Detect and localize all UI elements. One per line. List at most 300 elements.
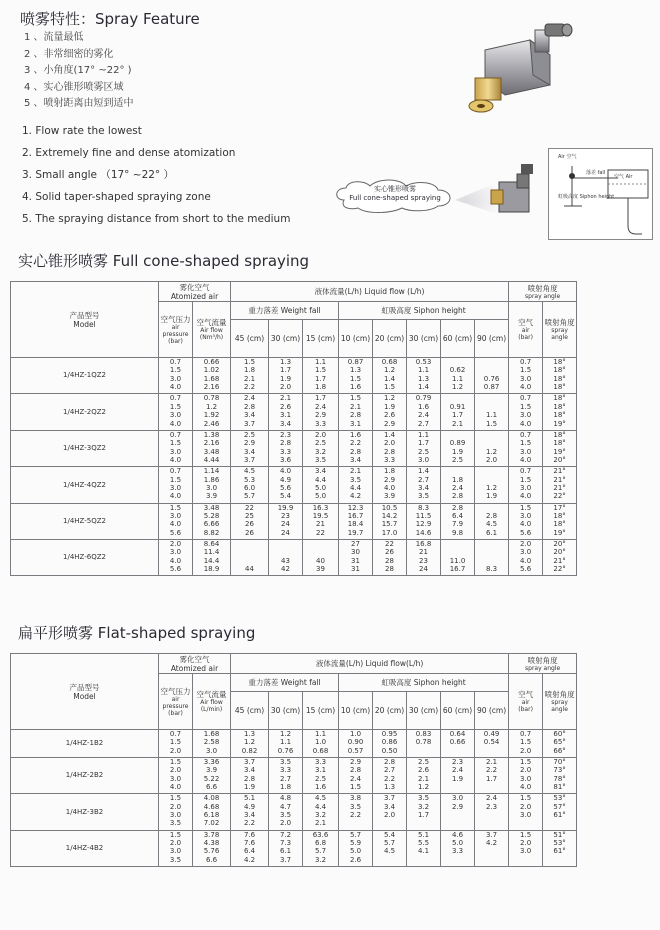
- value: 0.62: [449, 366, 466, 375]
- value: 1.14: [203, 467, 220, 476]
- value: 4.38: [203, 838, 220, 847]
- value: 1.5: [349, 374, 362, 383]
- value: 7.9: [451, 520, 464, 529]
- value: [475, 439, 508, 447]
- value: 31: [351, 556, 360, 565]
- value: 28: [385, 565, 394, 574]
- value: 20°: [553, 455, 566, 464]
- value: 1.5: [169, 475, 182, 484]
- model-cell: 1/4HZ-4QZ2: [11, 467, 159, 503]
- value: 23: [281, 511, 290, 520]
- flat-angle-en: spray angle: [551, 699, 568, 713]
- s90-cell: [475, 794, 509, 830]
- value: 2.9: [349, 757, 362, 766]
- value: 0.7: [520, 730, 532, 738]
- c30-cell: [269, 430, 303, 466]
- value: 0.91: [449, 402, 466, 411]
- value: 4.5: [314, 794, 327, 803]
- s90-cell: [475, 730, 509, 758]
- value: 5.0: [349, 847, 362, 856]
- s10-cell: [339, 757, 373, 793]
- value: [475, 394, 508, 402]
- value: 1.0: [349, 730, 362, 738]
- value: 8.82: [203, 528, 220, 537]
- value: 3.7: [279, 855, 292, 864]
- s30-cell: [407, 794, 441, 830]
- s60-cell: [441, 830, 475, 866]
- value: 1.2: [417, 782, 430, 791]
- value: 1.5: [169, 757, 182, 766]
- value: 3.0: [520, 511, 532, 520]
- value: 5.7: [314, 847, 327, 856]
- value: 0.49: [483, 730, 500, 738]
- value: 4.5: [383, 847, 396, 856]
- value: 1.7: [279, 366, 292, 375]
- value: 4.0: [520, 492, 532, 501]
- value: 1.9: [485, 492, 498, 501]
- value: 1.2: [485, 447, 498, 456]
- c30-cell: [269, 730, 303, 758]
- value: 70°: [553, 757, 566, 766]
- value: 2.5: [417, 757, 430, 766]
- value: 2.0: [520, 838, 532, 847]
- value: 4.0: [169, 556, 182, 565]
- value: [441, 548, 474, 556]
- value: 53°: [553, 794, 566, 803]
- value: 0.7: [520, 358, 532, 366]
- flat-col-s60-header: 60 (cm): [441, 692, 475, 730]
- c45-cell: [231, 539, 269, 575]
- angle-cell: [543, 757, 577, 793]
- value: [441, 431, 474, 439]
- model-cell: 1/4HZ-4B2: [11, 830, 159, 866]
- value: 3.6: [279, 455, 292, 464]
- value: 2.0: [169, 838, 182, 847]
- air-cell: [509, 730, 543, 758]
- value: 2.0: [520, 539, 532, 548]
- flat-spray-angle-cn: 喷射角度: [527, 655, 558, 665]
- diagram-fall-label: 落差 fall: [586, 170, 606, 176]
- value: 2.46: [203, 419, 220, 428]
- table-row: [11, 503, 577, 539]
- flat-weight-fall-header: 重力落差 Weight fall: [231, 674, 339, 692]
- angle-cn: 喷射角度: [544, 318, 575, 327]
- value: 53°: [553, 838, 566, 847]
- flat-title: 扁平形喷雾 Flat-shaped spraying: [18, 624, 256, 642]
- value: 1.8: [314, 383, 327, 392]
- value: 2.0: [520, 802, 532, 811]
- s30-cell: [407, 830, 441, 866]
- value: 3.5: [169, 855, 182, 864]
- value: 26: [245, 528, 254, 537]
- pressure-cell: [159, 503, 193, 539]
- value: 2.6: [349, 855, 362, 864]
- value: 4.68: [203, 802, 220, 811]
- value: 1.1: [417, 366, 430, 375]
- value: [475, 811, 508, 819]
- cloud-en-label: Full cone-shaped spraying: [349, 194, 441, 202]
- value: 61°: [553, 847, 566, 856]
- diagram-air2-label: 空气 Air: [614, 174, 633, 180]
- value: 3.5: [349, 802, 362, 811]
- value: 1.5: [520, 794, 532, 803]
- value: 2.0: [169, 746, 182, 755]
- value: [475, 358, 508, 366]
- feature-en-item: 1. Flow rate the lowest: [22, 125, 142, 137]
- value: 1.6: [314, 782, 327, 791]
- value: 4.0: [520, 419, 532, 428]
- value: 44: [245, 565, 254, 574]
- value: 5.6: [169, 565, 182, 574]
- value: 1.8: [451, 475, 464, 484]
- value: 4.0: [520, 520, 532, 529]
- airflow-cell: [193, 430, 231, 466]
- value: 19.5: [312, 511, 329, 520]
- value: 3.0: [205, 483, 218, 492]
- value: 22: [316, 528, 325, 537]
- value: 5.4: [383, 830, 396, 839]
- value: 1.5: [169, 738, 182, 747]
- flat-air-flow-unit: (L/min): [200, 706, 223, 713]
- liquid-flow-header: 液体流量(L/h) Liquid flow (L/h): [231, 282, 509, 302]
- value: 6.0: [243, 483, 256, 492]
- value: 40: [316, 556, 325, 565]
- value: [475, 557, 508, 565]
- value: 1.9: [451, 774, 464, 783]
- value: 3.2: [314, 447, 327, 456]
- value: 17.0: [381, 528, 398, 537]
- s20-cell: [373, 794, 407, 830]
- value: 3.3: [314, 757, 327, 766]
- model-cell: 1/4HZ-6QZ2: [11, 539, 159, 575]
- value: 1.1: [417, 430, 430, 439]
- diagram-air-label: Air 空气: [558, 154, 577, 160]
- value: 3.4: [279, 419, 292, 428]
- air-pressure-unit: (bar): [168, 337, 183, 345]
- s90-cell: [475, 539, 509, 575]
- flat-col-s10-header: 10 (cm): [339, 692, 373, 730]
- value: 1.5: [349, 394, 362, 403]
- value: 8.3: [485, 565, 498, 574]
- value: 12.9: [415, 520, 432, 529]
- s10-cell: [339, 430, 373, 466]
- value: 4.7: [279, 802, 292, 811]
- value: 4.5: [243, 467, 256, 476]
- value: 1.5: [169, 830, 182, 839]
- air-header: [509, 302, 543, 358]
- value: 5.6: [520, 528, 532, 537]
- value: 3.1: [314, 766, 327, 775]
- c45-cell: [231, 794, 269, 830]
- c30-cell: [269, 503, 303, 539]
- value: 1.5: [314, 366, 327, 375]
- s10-cell: [339, 503, 373, 539]
- value: 1.2: [279, 730, 292, 738]
- air-cell: [509, 757, 543, 793]
- value: 2.0: [520, 766, 532, 775]
- value: 22°: [553, 565, 566, 574]
- col-30-header: 30 (cm): [269, 320, 303, 358]
- value: 20°: [553, 539, 566, 548]
- value: 3.0: [169, 411, 182, 420]
- flat-model-header: [11, 654, 159, 730]
- s30-cell: [407, 467, 441, 503]
- flat-air-en: air: [521, 699, 530, 706]
- value: 3.3: [279, 766, 292, 775]
- feature-cn-item: 3 、小角度(17° ~22° ): [24, 65, 132, 76]
- value: [231, 540, 268, 548]
- value: 2.0: [383, 810, 396, 819]
- value: 3.3: [279, 447, 292, 456]
- value: 3.78: [203, 830, 220, 839]
- atomized-header-en: Atomized air: [170, 291, 219, 301]
- value: 2.2: [383, 774, 396, 783]
- angle-cell: [543, 539, 577, 575]
- flat-air-pressure-cn: 空气压力: [160, 686, 191, 696]
- model-cell: 1/4HZ-1B2: [11, 730, 159, 758]
- value: 19°: [553, 447, 566, 456]
- value: 4.0: [520, 782, 532, 791]
- value: 2.0: [383, 439, 396, 448]
- c45-cell: [231, 358, 269, 394]
- air-flow-header: [193, 302, 231, 358]
- s10-cell: [339, 539, 373, 575]
- value: 1.1: [485, 411, 498, 420]
- value: 2.4: [451, 766, 464, 775]
- value: 16.3: [312, 503, 329, 512]
- airflow-cell: [193, 503, 231, 539]
- value: 5.4: [279, 492, 292, 501]
- c45-cell: [231, 503, 269, 539]
- value: 0.78: [203, 394, 220, 403]
- value: 2.2: [349, 810, 362, 819]
- air-cell: [509, 394, 543, 430]
- value: 1.68: [203, 730, 220, 738]
- s20-cell: [373, 394, 407, 430]
- s60-cell: [441, 394, 475, 430]
- value: 4.8: [279, 794, 292, 803]
- flat-air-unit: (bar): [518, 706, 533, 713]
- value: 3.7: [243, 757, 256, 766]
- value: 2.2: [485, 766, 498, 775]
- value: [475, 747, 508, 755]
- angle-cell: [543, 730, 577, 758]
- col-s60-header: 60 (cm): [441, 320, 475, 358]
- value: 11.4: [203, 548, 220, 557]
- value: 1.6: [349, 430, 362, 439]
- value: 6.18: [203, 810, 220, 819]
- value: 4.0: [279, 467, 292, 476]
- value: 1.3: [383, 782, 396, 791]
- value: 1.6: [417, 402, 430, 411]
- diagram-siphon-label: 虹吸高度 Siphon height: [558, 194, 615, 200]
- value: 3.7: [485, 830, 498, 839]
- value: 1.7: [485, 774, 498, 783]
- value: 2.9: [314, 411, 327, 420]
- value: 60°: [553, 730, 566, 738]
- flat-col-45-header: 45 (cm): [231, 692, 269, 730]
- value: 2.4: [451, 483, 464, 492]
- value: 0.53: [415, 358, 432, 366]
- value: [407, 856, 440, 864]
- flat-atomized-cn: 雾化空气: [179, 654, 210, 664]
- value: 66°: [553, 746, 566, 755]
- col-45-header: 45 (cm): [231, 320, 269, 358]
- air-cn: 空气: [518, 318, 534, 327]
- model-cell: 1/4HZ-2QZ2: [11, 394, 159, 430]
- s30-cell: [407, 394, 441, 430]
- value: 3.9: [383, 492, 396, 501]
- c15-cell: [303, 757, 339, 793]
- air-pressure-en: air pressure: [162, 323, 189, 338]
- table-row: [11, 794, 577, 830]
- flat-air-flow-en: Air flow: [200, 699, 223, 706]
- airflow-cell: [193, 358, 231, 394]
- value: 1.5: [169, 794, 182, 803]
- s90-cell: [475, 503, 509, 539]
- value: 17°: [553, 503, 566, 512]
- value: 6.6: [205, 855, 218, 864]
- c30-cell: [269, 358, 303, 394]
- s30-cell: [407, 539, 441, 575]
- flat-air-pressure-en: air pressure: [162, 695, 189, 710]
- value: 51°: [553, 830, 566, 839]
- value: 6.4: [451, 511, 464, 520]
- value: 1.5: [383, 383, 396, 392]
- value: 0.76: [277, 746, 294, 755]
- value: 3.4: [243, 411, 256, 420]
- value: 61°: [553, 810, 566, 819]
- table-row: [11, 467, 577, 503]
- value: 31: [351, 565, 360, 574]
- value: 3.1: [279, 411, 292, 420]
- flat-liquid-header: 液体流量(L/h) Liquid flow(L/h): [231, 654, 509, 674]
- model-header: [11, 282, 159, 358]
- value: 4.9: [279, 475, 292, 484]
- value: 2.4: [485, 794, 498, 803]
- value: 2.7: [383, 766, 396, 775]
- value: 1.2: [383, 366, 396, 375]
- flat-air-flow-header: [193, 674, 231, 730]
- value: 5.0: [314, 492, 327, 501]
- value: 19°: [553, 528, 566, 537]
- value: 23: [419, 556, 428, 565]
- value: 3.5: [314, 455, 327, 464]
- feature-en-item: 3. Small angle （17° ~22° ）: [22, 169, 175, 181]
- value: 2.1: [451, 419, 464, 428]
- value: 0.64: [449, 730, 466, 738]
- s30-cell: [407, 503, 441, 539]
- value: 7.6: [243, 830, 256, 839]
- spray-cloud-label: [338, 185, 452, 203]
- value: 2.0: [485, 455, 498, 464]
- value: [303, 540, 338, 548]
- value: 3.5: [417, 794, 430, 803]
- value: 1.7: [451, 411, 464, 420]
- value: 3.0: [169, 847, 182, 856]
- value: 3.0: [169, 774, 182, 783]
- air-flow-unit: (Nm³/h): [199, 334, 224, 341]
- value: 26: [385, 548, 394, 557]
- value: 1.5: [520, 503, 532, 512]
- value: 2.1: [279, 394, 292, 403]
- value: 4.0: [169, 782, 182, 791]
- c45-cell: [231, 394, 269, 430]
- pressure-cell: [159, 467, 193, 503]
- value: 0.68: [312, 746, 329, 755]
- value: 2.3: [279, 430, 292, 439]
- pressure-cell: [159, 794, 193, 830]
- model-cell: 1/4HZ-1QZ2: [11, 358, 159, 394]
- value: 0.7: [169, 358, 182, 366]
- value: 1.4: [417, 467, 430, 476]
- model-cell: 1/4HZ-3B2: [11, 794, 159, 830]
- s30-cell: [407, 430, 441, 466]
- value: 3.0: [520, 411, 532, 420]
- value: 0.7: [520, 430, 532, 439]
- value: 2.4: [314, 402, 327, 411]
- value: 1.3: [349, 366, 362, 375]
- air-cell: [509, 467, 543, 503]
- value: 2.4: [349, 774, 362, 783]
- model-header-cn: 产品型号: [69, 310, 100, 320]
- value: 2.9: [383, 475, 396, 484]
- value: 0.66: [203, 358, 220, 366]
- value: 0.87: [347, 358, 364, 366]
- value: 1.5: [520, 738, 532, 747]
- value: 3.0: [169, 447, 182, 456]
- value: 14.4: [203, 556, 220, 565]
- value: 21°: [553, 475, 566, 484]
- s10-cell: [339, 794, 373, 830]
- value: 18°: [553, 439, 566, 448]
- value: [373, 819, 406, 827]
- value: 3.5: [169, 819, 182, 828]
- c30-cell: [269, 394, 303, 430]
- value: 0.79: [415, 394, 432, 403]
- value: 2.7: [417, 419, 430, 428]
- s90-cell: [475, 358, 509, 394]
- c15-cell: [303, 794, 339, 830]
- value: 21°: [553, 483, 566, 492]
- value: 2.3: [451, 757, 464, 766]
- value: 2.1: [417, 774, 430, 783]
- value: 0.7: [520, 467, 532, 476]
- value: 81°: [553, 782, 566, 791]
- value: 27: [351, 539, 360, 548]
- flat-spray-angle-en: spray angle: [525, 664, 561, 672]
- value: [269, 540, 302, 548]
- c45-cell: [231, 830, 269, 866]
- value: 2.58: [203, 738, 220, 747]
- angle-cell: [543, 467, 577, 503]
- full-cone-table: [10, 281, 577, 576]
- value: 1.1: [314, 730, 327, 738]
- air-cell: [509, 430, 543, 466]
- flat-angle-cn: 喷射角度: [544, 690, 575, 699]
- value: 1.5: [520, 366, 532, 375]
- flat-col-s30-header: 30 (cm): [407, 692, 441, 730]
- value: 3.0: [451, 794, 464, 803]
- value: 57°: [553, 802, 566, 811]
- value: 18°: [553, 402, 566, 411]
- value: 2.0: [314, 430, 327, 439]
- value: 0.66: [449, 738, 466, 747]
- value: 1.4: [383, 374, 396, 383]
- value: [407, 819, 440, 827]
- flat-model-cn: 产品型号: [69, 682, 100, 692]
- value: 1.2: [451, 383, 464, 392]
